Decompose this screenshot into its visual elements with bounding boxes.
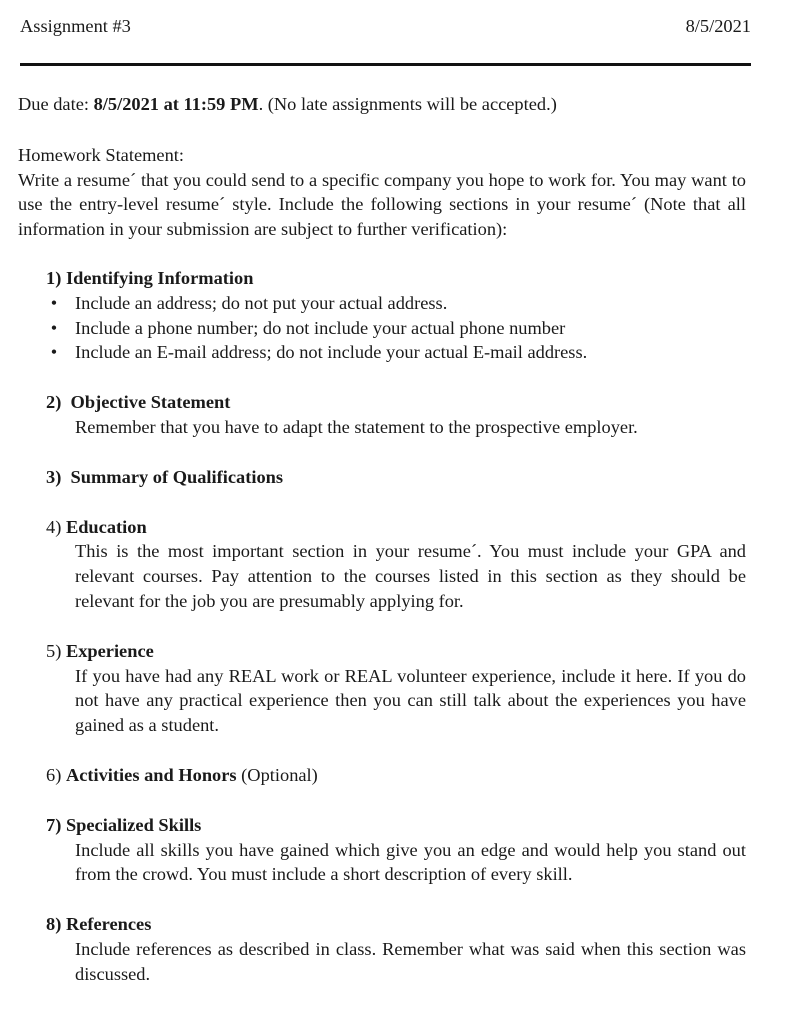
section-title bbox=[46, 515, 746, 540]
section-number: 6) bbox=[46, 764, 62, 785]
list-item-text: Include an address; do not put your actual address. bbox=[75, 292, 448, 313]
section-body: If you have had any REAL work or REAL volunteer experience, include it here. If you do not have any practical experience then you can still talk about the experiences you have gained as a student. bbox=[75, 665, 746, 736]
section-references bbox=[46, 912, 746, 986]
section-title bbox=[46, 266, 746, 291]
document-body bbox=[18, 92, 746, 1012]
list-item bbox=[50, 316, 746, 341]
due-date-line bbox=[18, 92, 746, 117]
section-optional-note: (Optional) bbox=[236, 764, 318, 785]
section-title bbox=[46, 390, 746, 415]
section-title bbox=[46, 639, 746, 664]
bullet-icon: • bbox=[50, 317, 58, 338]
section-heading: Summary of Qualifications bbox=[70, 466, 284, 487]
section-number: 2) bbox=[46, 392, 62, 413]
list-item bbox=[50, 291, 746, 316]
bullet-icon: • bbox=[50, 342, 58, 363]
section-heading: Objective Statement bbox=[70, 392, 231, 413]
section-heading: Specialized Skills bbox=[65, 814, 202, 835]
list-item-text: Include an E-mail address; do not include your actual E-mail address. bbox=[75, 342, 588, 363]
section-body: Include all skills you have gained which give you an edge and would help you stand out from the crowd. You must include a short description of every skill. bbox=[75, 839, 746, 885]
bullet-list bbox=[46, 291, 746, 365]
header-divider bbox=[20, 63, 751, 66]
section-number: 3) bbox=[46, 466, 62, 487]
bullet-icon: • bbox=[50, 292, 58, 313]
section-number: 8) bbox=[46, 914, 62, 935]
section-title bbox=[46, 763, 746, 788]
due-date-value: 8/5/2021 at 11:59 PM bbox=[93, 94, 259, 114]
section-number: 4) bbox=[46, 516, 62, 537]
list-item bbox=[50, 340, 746, 365]
section-specialized-skills bbox=[46, 813, 746, 887]
section-experience bbox=[46, 639, 746, 738]
section-title bbox=[46, 912, 746, 937]
section-objective-statement bbox=[46, 390, 746, 440]
section-heading: Activities and Honors bbox=[65, 764, 237, 785]
section-education bbox=[46, 515, 746, 614]
due-note: . (No late assignments will be accepted.) bbox=[258, 94, 557, 114]
section-heading: Experience bbox=[65, 640, 154, 661]
due-label: Due date: bbox=[18, 94, 94, 114]
section-heading: Education bbox=[65, 516, 147, 537]
assignment-title: Assignment #3 bbox=[20, 16, 131, 36]
section-number: 7) bbox=[46, 814, 62, 835]
section-heading: Identifying Information bbox=[65, 267, 254, 288]
section-body: This is the most important section in your resume´. You must include your GPA and relevant courses. Pay attention to the courses listed in this section as they should be relevant for the job you are presumably applying for. bbox=[75, 541, 746, 611]
header-date: 8/5/2021 bbox=[685, 16, 751, 36]
section-summary-of-qualifications bbox=[46, 465, 746, 490]
homework-label: Homework Statement: bbox=[18, 144, 184, 165]
homework-text: Write a resume´ that you could send to a specific company you hope to work for. You may want to use the entry-level resume´ style. Include the following sections in your resume´ (Note that all information in your submission are subject to further verification): bbox=[18, 169, 746, 240]
section-heading: References bbox=[65, 914, 152, 935]
section-activities-and-honors bbox=[46, 763, 746, 788]
section-number: 5) bbox=[46, 640, 62, 661]
list-item-text: Include a phone number; do not include your actual phone number bbox=[75, 317, 566, 338]
section-body: Include references as described in class. Remember what was said when this section was discussed. bbox=[75, 938, 746, 984]
section-body: Remember that you have to adapt the statement to the prospective employer. bbox=[75, 416, 638, 437]
section-number: 1) bbox=[46, 267, 62, 288]
document-header bbox=[20, 14, 751, 40]
section-title bbox=[46, 813, 746, 838]
homework-statement bbox=[18, 143, 746, 242]
section-title bbox=[46, 465, 746, 490]
section-identifying-information bbox=[46, 266, 746, 365]
